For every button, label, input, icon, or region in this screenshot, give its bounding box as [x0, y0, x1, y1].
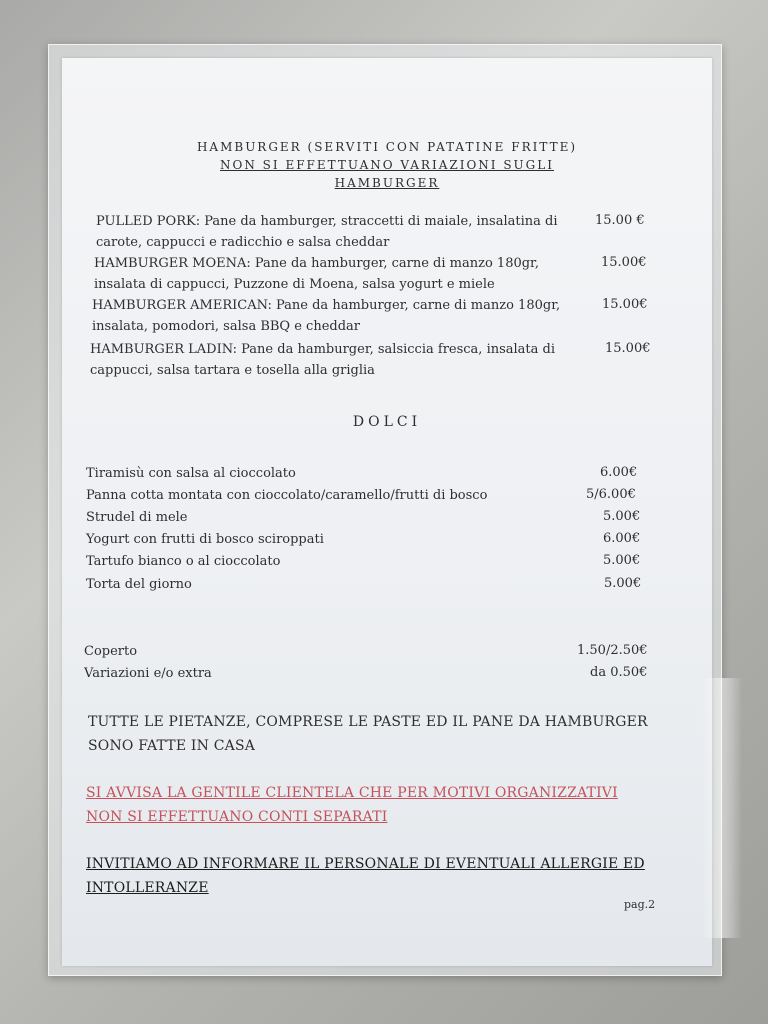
- dessert-name: Yogurt con frutti di bosco sciroppati: [86, 532, 324, 547]
- homemade-notice-line2: SONO FATTE IN CASA: [88, 738, 256, 754]
- menu-item-price: 15.00€: [601, 255, 647, 270]
- menu-item-american-line2: insalata, pomodori, salsa BBQ e cheddar: [92, 319, 360, 334]
- menu-item-price: 15.00 €: [595, 213, 645, 228]
- sleeve-glare: [702, 678, 742, 938]
- menu-item-moena-line2: insalata di cappucci, Puzzone di Moena, salsa yogurt e miele: [94, 277, 495, 292]
- menu-item-american-line1: HAMBURGER AMERICAN: Pane da hamburger, carne di manzo 180gr,: [92, 298, 561, 313]
- cover-charge-price: 1.50/2.50€: [577, 643, 648, 658]
- dessert-price: 6.00€: [600, 465, 638, 480]
- dessert-name: Panna cotta montata con cioccolato/caramello/frutti di bosco: [86, 488, 488, 503]
- menu-item-moena-line1: HAMBURGER MOENA: Pane da hamburger, carne di manzo 180gr,: [94, 256, 539, 271]
- menu-item-price: 15.00€: [602, 297, 648, 312]
- dessert-name: Torta del giorno: [86, 577, 192, 592]
- extras-label: Variazioni e/o extra: [84, 666, 212, 681]
- menu-item-price: 15.00€: [605, 341, 651, 356]
- dessert-name: Tartufo bianco o al cioccolato: [86, 554, 281, 569]
- extras-price: da 0.50€: [590, 665, 648, 680]
- page-number: pag.2: [624, 898, 656, 911]
- separate-bills-notice-line1: SI AVVISA LA GENTILE CLIENTELA CHE PER MOTIVI ORGANIZZATIVI: [86, 785, 618, 801]
- dessert-price: 5.00€: [603, 509, 641, 524]
- allergy-notice-line2: INTOLLERANZE: [86, 880, 209, 896]
- dessert-price: 5.00€: [604, 576, 642, 591]
- dessert-name: Strudel di mele: [86, 510, 188, 525]
- separate-bills-notice-line2: NON SI EFFETTUANO CONTI SEPARATI: [86, 809, 388, 825]
- menu-item-pulled-pork-line1: PULLED PORK: Pane da hamburger, straccetti di maiale, insalatina di: [96, 214, 558, 229]
- menu-page: [62, 58, 712, 966]
- dessert-price: 5/6.00€: [586, 487, 636, 502]
- cover-charge-label: Coperto: [84, 644, 138, 659]
- menu-item-ladin-line2: cappucci, salsa tartara e tosella alla griglia: [90, 363, 375, 378]
- dessert-name: Tiramisù con salsa al cioccolato: [86, 466, 296, 481]
- no-variations-notice-line2: HAMBURGER: [334, 176, 440, 190]
- no-variations-notice-line1: NON SI EFFETTUANO VARIAZIONI SUGLI: [220, 158, 554, 172]
- menu-item-ladin-line1: HAMBURGER LADIN: Pane da hamburger, salsiccia fresca, insalata di: [90, 342, 556, 357]
- dessert-price: 5.00€: [603, 553, 641, 568]
- dessert-price: 6.00€: [603, 531, 641, 546]
- hamburger-section-title: HAMBURGER (SERVITI CON PATATINE FRITTE): [196, 140, 578, 154]
- homemade-notice-line1: TUTTE LE PIETANZE, COMPRESE LE PASTE ED IL PANE DA HAMBURGER: [88, 714, 648, 730]
- dolci-section-title: DOLCI: [352, 414, 422, 430]
- allergy-notice-line1: INVITIAMO AD INFORMARE IL PERSONALE DI EVENTUALI ALLERGIE ED: [86, 856, 645, 872]
- menu-item-pulled-pork-line2: carote, cappucci e radicchio e salsa cheddar: [96, 235, 390, 250]
